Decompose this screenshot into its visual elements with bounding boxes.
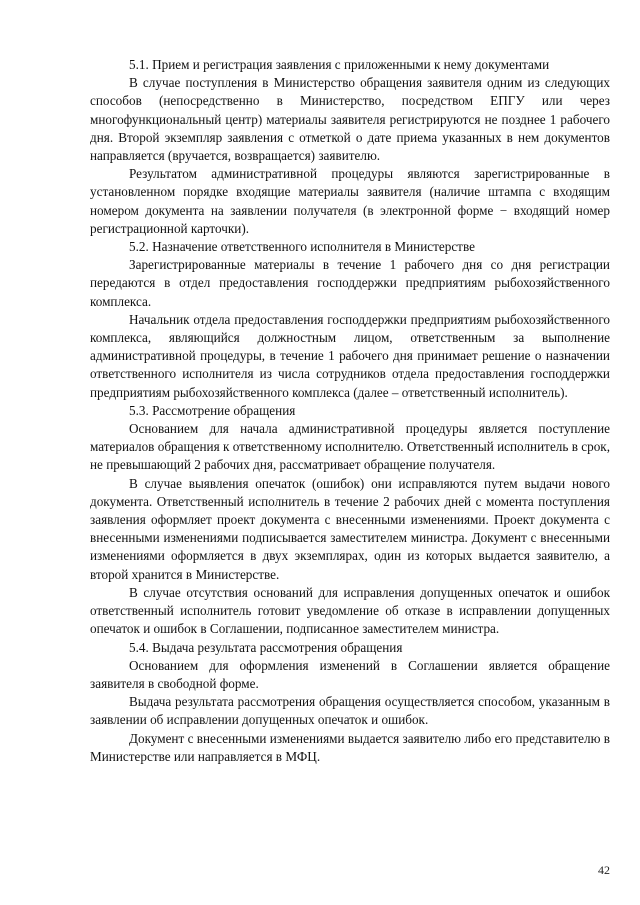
paragraph: Основанием для начала административной процедуры является поступление материалов обращения к ответственному исполнителю. Ответственный исполнитель в срок, не превышающий 2 рабочих дня, рассматривает обращение получателя.: [90, 421, 610, 473]
paragraph: В случае выявления опечаток (ошибок) они исправляются путем выдачи нового документа. Ответственный исполнитель в течение 2 рабочих дней с момента поступления заявления оформляет проект документа с внесенными изменениями. Проект документа с внесенными изменениями подписывается заместителем министра. Документ с внесенными изменениями оформляется в двух экземплярах, один из которых выдается заявителю, а второй хранится в Министерстве.: [90, 475, 610, 582]
paragraph: Результатом административной процедуры являются зарегистрированные в установленном порядке входящие материалы заявителя (наличие штампа с входящим номером документа на заявлении получателя (в электронной форме − входящий номер регистрационной карточки).: [90, 166, 610, 236]
paragraph: Выдача результата рассмотрения обращения осуществляется способом, указанным в заявлении об исправлении допущенных опечаток и ошибок.: [90, 694, 610, 728]
paragraph: Зарегистрированные материалы в течение 1 рабочего дня со дня регистрации передаются в отдел предоставления господдержки предприятиям рыбохозяйственного комплекса.: [90, 257, 610, 309]
paragraph: Основанием для оформления изменений в Соглашении является обращение заявителя в свободной форме.: [90, 657, 610, 691]
section-heading-5-2: 5.2. Назначение ответственного исполнителя в Министерстве: [129, 239, 475, 255]
paragraph: В случае отсутствия оснований для исправления допущенных опечаток и ошибок ответственный исполнитель готовит уведомление об отказе в исправлении допущенных опечаток и ошибок в Соглашении, подписанное заместителем министра.: [90, 584, 610, 637]
section-heading-5-4: 5.4. Выдача результата рассмотрения обращения: [129, 639, 403, 655]
paragraph: В случае поступления в Министерство обращения заявителя одним из следующих способов (непосредственно в Министерство, посредством ЕПГУ или через многофункциональный центр) материалы заявителя регистрируются не позднее 1 рабочего дня. Второй экземпляр заявления с отметкой о дате приема указанных в нем документов направляется (вручается, возвращается) заявителю.: [90, 75, 610, 164]
section-heading-5-1: 5.1. Прием и регистрация заявления с приложенными к нему документами: [129, 57, 550, 72]
paragraph: Документ с внесенными изменениями выдается заявителю либо его представителю в Министерстве или направляется в МФЦ.: [90, 730, 610, 764]
document-body: [90, 56, 610, 766]
paragraph: Начальник отдела предоставления господдержки предприятиям рыбохозяйственного комплекса, являющийся должностным лицом, ответственным за выполнение административной процедуры, в течение 1 рабочего дня принимает решение о назначении ответственного исполнителя из числа сотрудников отдела предоставления господдержки предприятиям рыбохозяйственного комплекса (далее – ответственный исполнитель).: [90, 311, 610, 400]
section-heading-5-3: 5.3. Рассмотрение обращения: [129, 402, 296, 418]
page-number: 42: [598, 863, 610, 877]
